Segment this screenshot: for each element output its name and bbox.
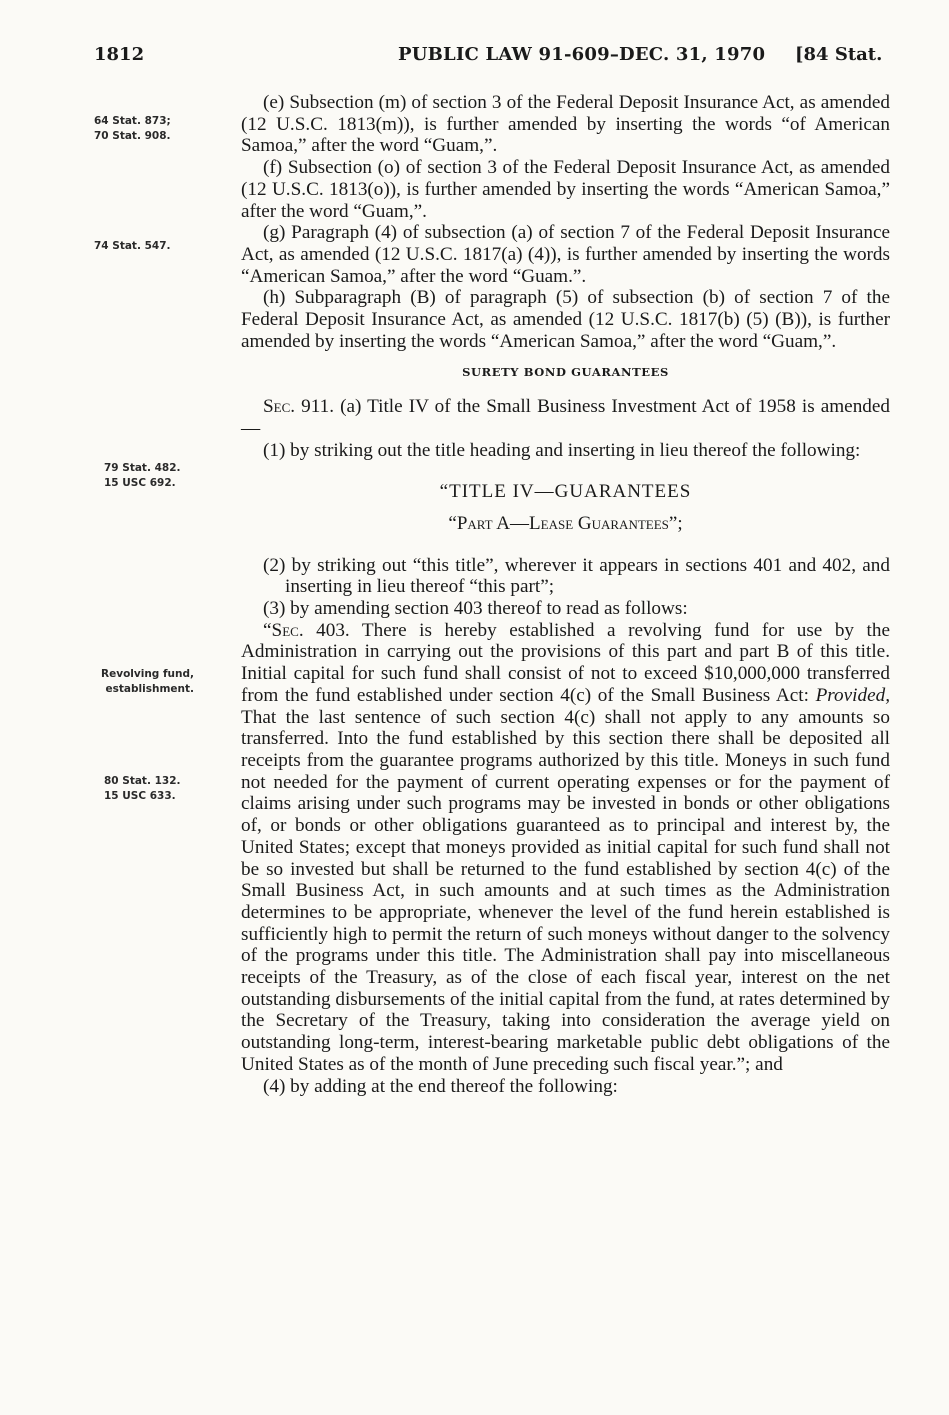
document-body [241, 92, 890, 1097]
part-a-heading: “Part A—Lease Guarantees”; [448, 512, 683, 534]
sec-label: Sec. [271, 619, 304, 641]
page-header [0, 44, 949, 74]
section-403-part-2: That the last sentence of such section 4(c) shall not apply to any amounts so transferred. Into the fund established by this section there shall be deposited all receipts from the guarantee programs authorized by this title. Moneys in such fund not needed for the payment of current operating expenses or for the payment of claims arising under such programs may be invested in bonds or other obligations of, or bonds or other obligations guaranteed as to principal and interest by, the United States; except that moneys provided as initial capital for such fund shall not be so invested but shall be returned to the fund established by section 4(c) of the Small Business Act, in such amounts and at such times as the Administration determines to be appropriate, whenever the level of the fund herein established is sufficiently high to permit the return of such moneys without danger to the solvency of the programs under this title. The Administration shall pay into miscellaneous receipts of the Treasury, as of the close of each fiscal year, interest on the net outstanding disbursements of the initial capital from the fund, at rates determined by the Secretary of the Treasury, taking into consideration the average yield on outstanding long-term, interest-bearing marketable public debt obligations of the United States as of the month of June preceding such fiscal year.”; and [241, 706, 890, 1075]
margin-note-stat-547 [94, 239, 171, 254]
title-iv-heading: “TITLE IV—GUARANTEES [439, 481, 692, 503]
section-911-text: 911. (a) Title IV of the Small Business Investment Act of 1958 is amended— [241, 396, 890, 439]
paragraph-h: (h) Subparagraph (B) of paragraph (5) of subsection (b) of section 7 of the Federal Deposit Insurance Act, as amended (12 U.S.C. 1817(b) (5) (B)), is further amended by inserting the words “American Samoa,” after the word “Guam,”. [241, 287, 890, 352]
sec-label: Sec. [263, 396, 296, 418]
section-403-part-1: 403. There is hereby established a revolving fund for use by the Administration in carrying out the provisions of this part and part B of this title. Initial capital for such fund shall consist of not to exceed $10,000,000 transferred from the fund established under section 4(c) of the Small Business Act: [241, 619, 890, 706]
section-403-text [241, 620, 890, 1076]
list-item-2: (2) by striking out “this title”, wherever it appears in sections 401 and 402, and inserting in lieu thereof “this part”; [263, 554, 890, 598]
statute-volume: [84 Stat. [795, 44, 883, 65]
margin-note-stat-873 [94, 114, 171, 144]
margin-note-line: 79 Stat. 482. [104, 462, 181, 474]
open-quote: “ [263, 619, 272, 641]
provided-term: Provided, [815, 684, 890, 706]
list-item-4: (4) by adding at the end thereof the following: [263, 1075, 618, 1097]
margin-note-line: 70 Stat. 908. [94, 130, 171, 142]
paragraph-f: (f) Subsection (o) of section 3 of the Federal Deposit Insurance Act, as amended (12 U.S.C. 1813(o)), is further amended by inserting the words “American Samoa,” after the word “Guam,”. [241, 157, 890, 222]
margin-note-line: Revolving fund, [101, 668, 194, 680]
margin-note-line: 15 USC 633. [104, 790, 176, 802]
section-911-intro [241, 396, 890, 439]
section-heading: SURETY BOND GUARANTEES [462, 365, 669, 380]
margin-note-stat-132 [104, 774, 181, 804]
margin-note-line: 80 Stat. 132. [104, 775, 181, 787]
paragraph-g: (g) Paragraph (4) of subsection (a) of section 7 of the Federal Deposit Insurance Act, as amended (12 U.S.C. 1817(a) (4)), is further amended by inserting the words “American Samoa,” after the word “Guam.”. [241, 222, 890, 287]
margin-note-line: 15 USC 692. [104, 477, 176, 489]
margin-note-line: 74 Stat. 547. [94, 240, 171, 252]
list-item-1: (1) by striking out the title heading and inserting in lieu thereof the following: [263, 439, 861, 461]
margin-note-line: establishment. [105, 683, 194, 695]
margin-note-line: 64 Stat. 873; [94, 115, 171, 127]
paragraph-e: (e) Subsection (m) of section 3 of the Federal Deposit Insurance Act, as amended (12 U.S.C. 1813(m)), is further amended by inserting the words “of American Samoa,” after the word “Guam,”. [241, 92, 890, 157]
margin-note-revolving-fund [90, 667, 194, 697]
page-number: 1812 [94, 44, 145, 65]
margin-note-stat-482 [104, 461, 181, 491]
page-title: PUBLIC LAW 91-609–DEC. 31, 1970 [398, 44, 766, 65]
list-item-3: (3) by amending section 403 thereof to read as follows: [263, 598, 688, 620]
